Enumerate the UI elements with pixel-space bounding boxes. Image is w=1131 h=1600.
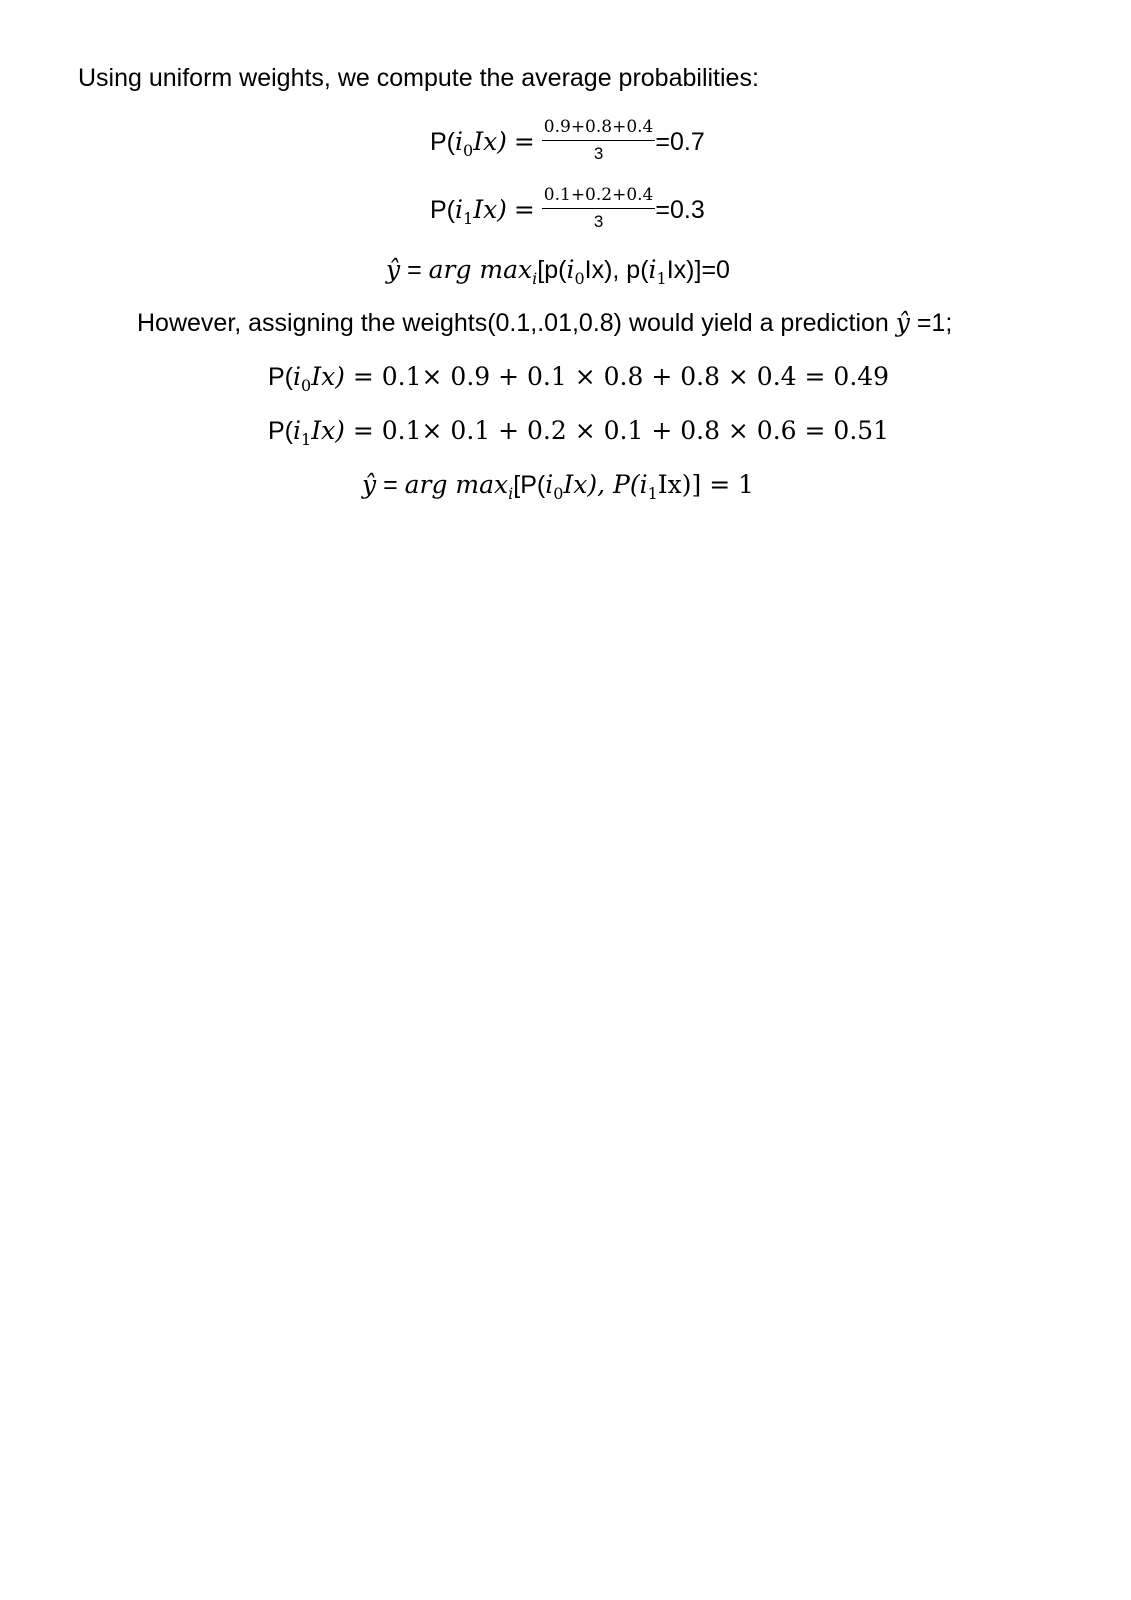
var-i: i bbox=[455, 127, 463, 157]
fraction-denominator: 3 bbox=[593, 212, 604, 231]
var-i: i bbox=[566, 255, 575, 284]
bracket-close: Ix)]=0 bbox=[666, 256, 730, 284]
p-label: P( bbox=[268, 363, 293, 391]
subscript: 1 bbox=[301, 430, 312, 449]
var-ix: Ix) bbox=[473, 195, 507, 225]
var-ix: Ix) bbox=[311, 416, 345, 445]
bracket-close: Ix)] = 1 bbox=[657, 470, 755, 499]
subscript: 0 bbox=[574, 269, 585, 288]
equation-p-i1-uniform bbox=[430, 186, 705, 237]
var-i: i bbox=[455, 195, 463, 225]
equation-p-i1-weighted bbox=[268, 416, 890, 449]
var-ix: Ix) bbox=[311, 362, 345, 391]
equals-sign: = bbox=[400, 256, 429, 284]
intro-text: Using uniform weights, we compute the average probabilities: bbox=[78, 64, 759, 92]
however-body: However, assigning the weights(0.1,.01,0.8) would yield a prediction bbox=[137, 309, 896, 337]
separator: Ix), P( bbox=[563, 470, 640, 499]
var-i: i bbox=[648, 255, 657, 284]
fraction bbox=[542, 116, 656, 167]
subscript: 1 bbox=[463, 209, 474, 229]
y-hat: ŷ bbox=[895, 308, 910, 337]
equals-sign: = bbox=[513, 195, 535, 225]
var-i: i bbox=[293, 362, 301, 391]
weighted-sum: = 0.1× 0.1 + 0.2 × 0.1 + 0.8 × 0.6 = 0.51 bbox=[344, 416, 890, 445]
var-ix: Ix) bbox=[473, 127, 507, 157]
var-i: i bbox=[545, 470, 554, 499]
fraction-numerator: 0.9+0.8+0.4 bbox=[542, 116, 656, 141]
argmax-subscript: i bbox=[508, 484, 514, 503]
equation-p-i0-uniform bbox=[430, 118, 705, 169]
argmax-subscript: i bbox=[532, 269, 538, 288]
subscript: 0 bbox=[301, 376, 312, 395]
separator: Ix), p( bbox=[584, 256, 649, 284]
bracket-open: [p( bbox=[537, 256, 567, 284]
subscript: 0 bbox=[553, 484, 564, 503]
weighted-sum: = 0.1× 0.9 + 0.1 × 0.8 + 0.8 × 0.4 = 0.49 bbox=[344, 362, 890, 391]
subscript: 0 bbox=[463, 141, 474, 161]
var-i: i bbox=[293, 416, 301, 445]
p-label: P( bbox=[430, 128, 455, 157]
subscript: 1 bbox=[647, 484, 658, 503]
equals-sign: = bbox=[513, 127, 535, 157]
result: =0.3 bbox=[655, 196, 705, 225]
argmax: arg max bbox=[404, 470, 509, 499]
however-text bbox=[137, 308, 952, 338]
argmax: arg max bbox=[428, 255, 533, 284]
fraction-denominator: 3 bbox=[593, 144, 604, 163]
subscript: 1 bbox=[656, 269, 667, 288]
p-label: P( bbox=[268, 417, 293, 445]
fraction-numerator: 0.1+0.2+0.4 bbox=[542, 184, 656, 209]
fraction bbox=[542, 184, 656, 235]
equation-argmax-weighted bbox=[362, 470, 755, 503]
var-i: i bbox=[639, 470, 648, 499]
equation-argmax-uniform bbox=[386, 255, 730, 288]
p-label: P( bbox=[430, 196, 455, 225]
equals-sign: = bbox=[376, 471, 405, 499]
y-hat: ŷ bbox=[386, 255, 401, 284]
however-tail: =1; bbox=[909, 309, 953, 337]
bracket-open: [P( bbox=[513, 471, 546, 499]
y-hat: ŷ bbox=[362, 470, 377, 499]
result: =0.7 bbox=[655, 128, 705, 157]
equation-p-i0-weighted bbox=[268, 362, 890, 395]
